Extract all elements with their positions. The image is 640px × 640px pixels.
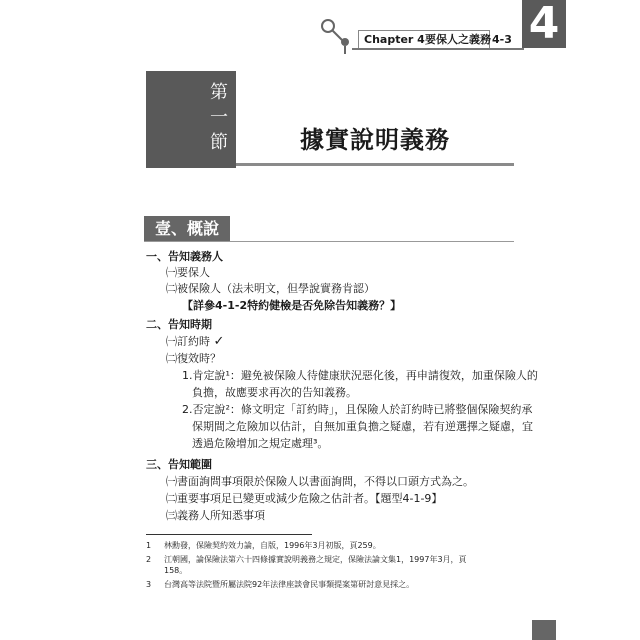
paragraph-line: 2.否定說²：條文明定「訂約時」，且保險人於訂約時已將整個保險契約承	[182, 403, 533, 416]
list-item: ㈡重要事項足已變更或減少危險之估計者。【題型4-1-9】	[166, 492, 443, 505]
page-corner-tab	[532, 620, 556, 640]
list-item	[166, 335, 224, 349]
list-item: ㈠書面詢問事項限於保險人以書面詢問，不得以口頭方式為之。	[166, 475, 474, 488]
footnote-number: 3	[146, 580, 152, 589]
heading-who: 一、告知義務人	[146, 250, 223, 263]
paragraph-line: 1.肯定說¹：避免被保險人待健康狀況惡化後，再申請復效，加重保險人的	[182, 369, 538, 382]
footnote-text: 台灣高等法院暨所屬法院92年法律座談會民事類提案第研討意見採之。	[164, 580, 415, 589]
footnote-text: 158。	[164, 566, 188, 575]
page-number: 4-3	[492, 33, 512, 46]
footnote-text: 林勳發，保險契約效力論，自版，1996年3月初版，頁259。	[164, 541, 381, 550]
footnote-text: 江朝國，論保險法第六十四條據實說明義務之規定，保險法論文集1，1997年3月，頁	[164, 555, 467, 564]
footnote-rule	[146, 534, 312, 535]
section-label-char: 第	[210, 82, 228, 103]
footnote-number: 2	[146, 555, 152, 564]
overview-heading: 壹、概說	[144, 216, 230, 242]
cross-reference-note: 【詳參4-1-2特約健檢是否免除告知義務？】	[182, 299, 402, 312]
chapter-title: 要保人之義務	[425, 33, 491, 46]
list-item: ㈢義務人所知悉事項	[166, 509, 265, 522]
list-item-text: ㈠訂約時	[166, 335, 210, 348]
header-rule	[352, 48, 524, 50]
list-item: ㈡被保險人（法未明文，但學說實務肯認）	[166, 282, 375, 295]
chapter-label: Chapter 4	[364, 33, 425, 46]
section-label	[206, 80, 232, 155]
heading-when: 二、告知時期	[146, 318, 212, 331]
paragraph-line: 保期間之危險加以估計，自無加重負擔之疑慮，若有逆選擇之疑慮，宜	[192, 420, 533, 433]
chapter-big-number: 4	[522, 0, 566, 48]
section-title-rule	[236, 163, 514, 166]
overview-rule	[144, 241, 514, 242]
section-label-char: 節	[210, 132, 228, 153]
section-title: 據實說明義務	[300, 125, 450, 154]
check-icon: ✓	[213, 334, 225, 349]
heading-scope: 三、告知範圍	[146, 458, 212, 471]
paragraph-line: 負擔，故應要求再次的告知義務。	[192, 386, 357, 399]
section-label-char: 一	[210, 107, 228, 128]
list-item: ㈠要保人	[166, 266, 210, 279]
paragraph-line: 透過危險增加之規定處理³。	[192, 437, 329, 450]
footnote-number: 1	[146, 541, 152, 550]
list-item: ㈡復效時？	[166, 352, 221, 365]
